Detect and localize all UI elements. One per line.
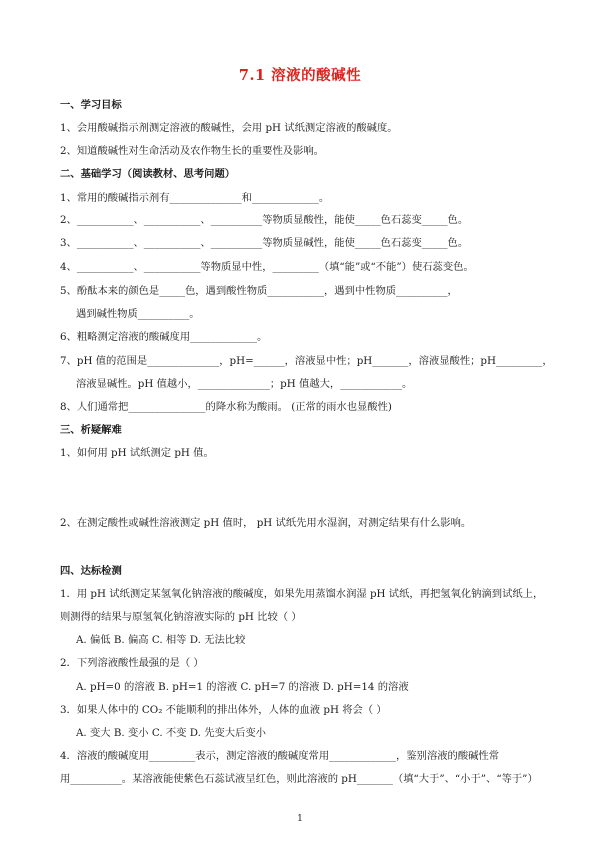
q1-line-2: 则测得的结果与原氢氧化钠溶液实际的 pH 比较（ ） [60, 611, 302, 623]
section1-heading: 一、学习目标 [60, 99, 122, 111]
page-number: 1 [297, 814, 303, 824]
section2-line-5-cont: 遇到碱性物质__________。 [76, 308, 200, 320]
section2-line-2: 2、___________、___________、__________等物质显酸性，能使_____色石蕊变_____色。 [60, 214, 469, 226]
section3-line-2: 2、在测定酸性或碱性溶液测定 pH 值时， pH 试纸先用水湿润，对测定结果有什么影响。 [60, 517, 472, 529]
q2-line: 2．下列溶液酸性最强的是（ ） [60, 657, 204, 669]
section2-line-8: 8、人们通常把_______________的降水称为酸雨。 (正常的雨水也显酸性) [60, 401, 392, 413]
section2-line-5: 5、酚酞本来的颜色是_____色，遇到酸性物质___________，遇到中性物质__________， [60, 285, 458, 297]
q4-line-1: 4．溶液的酸碱度用_________表示，测定溶液的酸碱度常用_____________，鉴别溶液的酸碱性常 [60, 750, 500, 762]
section3-heading: 三、析疑解难 [60, 424, 122, 436]
section2-line-7: 7、pH 值的范围是______________，pH=______，溶液显中性；pH_______，溶液显酸性；pH_________， [60, 355, 553, 367]
q4-line-2: 用__________。某溶液能使紫色石蕊试液呈红色，则此溶液的 pH_______（填“大于”、“小于”、“等于”） [60, 773, 538, 785]
section3-line-1: 1、如何用 pH 试纸测定 pH 值。 [60, 447, 214, 459]
section2-line-1: 1、常用的酸碱指示剂有______________和_____________。 [60, 192, 330, 204]
section1-line-2: 2、知道酸碱性对生命活动及农作物生长的重要性及影响。 [60, 145, 324, 157]
page-title: 7.1 溶液的酸碱性 [238, 67, 362, 84]
q1-line-1: 1．用 pH 试纸测定某氢氧化钠溶液的酸碱度，如果先用蒸馏水润湿 pH 试纸，再把氢氧化钠滴到试纸上， [60, 588, 544, 600]
q3-line: 3．如果人体中的 CO₂ 不能顺利的排出体外，人体的血液 pH 将会（ ） [60, 704, 387, 716]
section2-line-4: 4、___________、___________等物质显中性，_________（填“能”或“不能”）使石蕊变色。 [60, 261, 474, 273]
q2-options: A. pH=0 的溶液 B. pH=1 的溶液 C. pH=7 的溶液 D. pH=14 的溶液 [76, 681, 409, 693]
section1-line-1: 1、会用酸碱指示剂测定溶液的酸碱性，会用 pH 试纸测定溶液的酸碱度。 [60, 122, 398, 134]
section4-heading: 四、达标检测 [60, 565, 122, 577]
section2-line-6: 6、粗略测定溶液的酸碱度用_____________。 [60, 331, 268, 343]
q3-options: A. 变大 B. 变小 C. 不变 D. 先变大后变小 [76, 727, 266, 739]
section2-line-7-cont: 溶液显碱性。pH 值越小，______________；pH 值越大，____________。 [76, 378, 413, 390]
q1-options: A. 偏低 B. 偏高 C. 相等 D. 无法比较 [76, 634, 246, 646]
section2-heading: 二、基础学习（阅读教材、思考问题） [60, 168, 236, 180]
section2-line-3: 3、___________、___________、__________等物质显碱性，能使_____色石蕊变_____色。 [60, 237, 469, 249]
